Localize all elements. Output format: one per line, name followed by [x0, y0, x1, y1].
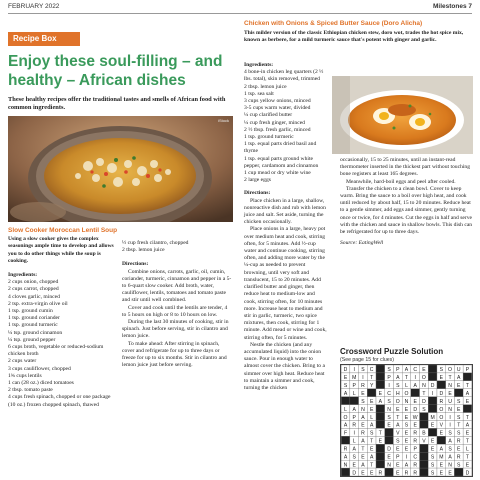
crossword-block	[420, 413, 429, 421]
crossword-letter: D	[430, 383, 435, 390]
ingredient-item: 1¾ cups lentils	[8, 372, 42, 379]
crossword-letter: E	[378, 438, 383, 445]
crossword-block	[350, 397, 359, 405]
crossword-block	[420, 468, 429, 476]
ingredient-item: 2 large eggs	[244, 177, 271, 184]
ingredient-item: 3-5 cups warm water, divided	[244, 105, 311, 112]
recipe-source: Source: EatingWell	[340, 240, 384, 247]
crossword-letter: P	[465, 367, 470, 374]
ingredient-item: 4 cloves garlic, minced	[8, 293, 60, 300]
crossword-letter: E	[465, 398, 470, 405]
crossword-letter: A	[465, 422, 470, 429]
chicken-stew-photo	[332, 76, 473, 154]
crossword-letter: S	[439, 367, 444, 374]
crossword-letter: T	[457, 422, 461, 429]
crossword-letter: D	[439, 390, 444, 397]
lentil-soup-photo	[8, 116, 233, 222]
soup-heading: Slow Cooker Moroccan Lentil Soup	[8, 227, 118, 234]
crossword-letter: V	[439, 422, 444, 429]
crossword-letter: T	[404, 375, 409, 382]
crossword-block	[428, 373, 437, 381]
crossword-letter: T	[448, 375, 452, 382]
crossword-block	[463, 373, 472, 381]
crossword-letter: N	[387, 406, 391, 413]
chicken-column-2	[340, 157, 473, 247]
crossword-letter: A	[352, 406, 356, 413]
crossword-letter: E	[387, 422, 391, 429]
ingredient-item: 2 cups water	[8, 358, 37, 365]
crossword-letter: E	[430, 438, 435, 445]
crossword-letter: E	[439, 375, 444, 382]
crossword-letter: S	[387, 367, 391, 374]
crossword-letter: A	[465, 390, 470, 397]
chicken-column-1	[244, 62, 328, 392]
crossword-block	[376, 413, 385, 421]
crossword-letter: I	[353, 430, 355, 437]
crossword-block	[420, 421, 429, 429]
crossword-letter: S	[457, 414, 461, 421]
crossword-letter: N	[448, 406, 452, 413]
crossword-block	[376, 452, 385, 460]
ingredient-item: 2 ½ tbsp. fresh garlic, minced	[244, 126, 311, 133]
crossword-letter: O	[439, 414, 444, 421]
crossword-letter: U	[456, 367, 461, 374]
crossword-letter: R	[456, 438, 461, 445]
crossword-letter: S	[404, 422, 409, 429]
crossword-block	[454, 468, 463, 476]
crossword-letter: D	[422, 398, 426, 405]
crossword-letter: R	[404, 470, 409, 477]
ingredient-item: ½ cup fresh cilantro, chopped	[122, 240, 189, 246]
crossword-letter: D	[352, 470, 357, 477]
ingredient-item: 4 bone-in chicken leg quarters (2 ½ lbs. total), skin removed, trimmed	[244, 69, 324, 83]
crossword-letter: S	[343, 383, 348, 390]
crossword-letter: T	[465, 454, 470, 461]
crossword-letter: A	[369, 454, 374, 461]
crossword-letter: A	[413, 383, 417, 390]
crossword-letter: A	[343, 390, 348, 397]
crossword-letter: C	[413, 454, 418, 461]
direction-paragraph: Place onions in a large, heavy pot over medium heat and cook, stirring often, for 5 minutes. Add ½-cup water and continue cooking, stirring often, and adding more water by the ¼-cup as needed to prevent browning, until very soft and translucent, 15 to 20 minutes. Add clarified butter and ginger, then reduce heat to medium-low and cook, stirring often, for 10 minutes more. Increase heat to medium and stir in garlic, turmeric, two spice mixtures, then cook, stirring for 1 minute. Add mead or wine and cook, stirring often, for 5 minutes.	[244, 226, 327, 341]
chicken-ingredients-label: Ingredients:	[244, 62, 274, 68]
ingredient-item: 1 tsp. equal parts ground white pepper, cardamom and cinnamon	[244, 155, 319, 169]
crossword-letter: S	[430, 470, 435, 477]
crossword-letter: E	[396, 446, 400, 453]
crossword-letter: E	[369, 406, 374, 413]
crossword-letter: E	[439, 430, 444, 437]
direction-paragraph: Meanwhile, hard-boil eggs and peel after cooled.	[346, 178, 456, 185]
crossword-letter: C	[413, 367, 418, 374]
crossword-letter: U	[448, 398, 452, 405]
crossword-letter: S	[457, 430, 461, 437]
crossword-letter: N	[422, 383, 426, 390]
crossword-letter: S	[448, 430, 452, 437]
crossword-letter: T	[370, 462, 374, 469]
crossword-letter: E	[404, 414, 409, 421]
crossword-letter: L	[370, 414, 374, 421]
ingredient-item: ¼ tsp. ground cinnamon	[8, 329, 63, 336]
crossword-letter: N	[404, 398, 409, 405]
soup-directions-label: Directions:	[122, 261, 149, 268]
crossword-letter: N	[361, 406, 365, 413]
ingredient-item: 1 tsp. equal parts dried basil and thyme	[244, 141, 317, 155]
crossword-block	[376, 421, 385, 429]
crossword-letter: A	[396, 375, 400, 382]
crossword-letter: E	[404, 406, 409, 413]
crossword-letter: D	[465, 470, 470, 477]
crossword-letter: T	[370, 375, 374, 382]
direction-paragraph: Combine onions, carrots, garlic, oil, cumin, coriander, turmeric, cinnamon and pepper in a 5- to 6-quart slow cooker. Add broth, water, cauliflower, lentils, tomatoes and tomato paste and stir until well combined.	[122, 268, 232, 304]
crossword-letter: P	[396, 454, 400, 461]
crossword-letter: E	[457, 406, 461, 413]
crossword-letter: E	[465, 462, 470, 469]
crossword-letter: E	[396, 470, 400, 477]
crossword-block	[376, 373, 385, 381]
ingredient-item: 1 tsp. sea salt	[244, 90, 274, 97]
crossword-block	[376, 405, 385, 413]
crossword-letter: E	[404, 446, 409, 453]
crossword-block	[376, 365, 385, 373]
crossword-block	[376, 381, 385, 389]
crossword-letter: I	[414, 375, 416, 382]
ingredient-item: 3 cups cauliflower, chopped	[8, 365, 71, 372]
article-title: Enjoy these soul-filling – and healthy – African dishes	[8, 53, 223, 89]
crossword-block	[437, 381, 446, 389]
crossword-letter: W	[412, 414, 418, 421]
crossword-letter: S	[430, 454, 435, 461]
ingredient-item: 4 cups fresh spinach, chopped or one package (10 oz.) frozen chopped spinach, thawed	[8, 394, 111, 408]
crossword-letter: S	[387, 398, 391, 405]
crossword-letter: L	[352, 390, 356, 397]
crossword-block	[341, 436, 350, 444]
crossword-letter: E	[352, 462, 356, 469]
crossword-letter: E	[422, 367, 426, 374]
crossword-letter: E	[387, 454, 391, 461]
crossword-letter: V	[422, 438, 426, 445]
crossword-letter: A	[343, 454, 348, 461]
crossword-letter: B	[422, 430, 426, 437]
crossword-letter: L	[344, 406, 347, 413]
crossword-letter: C	[369, 367, 374, 374]
crossword-letter: S	[387, 414, 391, 421]
crossword-letter: S	[396, 438, 400, 445]
ingredient-item: 1 tsp. ground turmeric	[8, 322, 58, 329]
ingredient-item: 3 cups yellow onions, minced	[244, 98, 311, 105]
crossword-letter: O	[343, 414, 348, 421]
ingredient-item: 1 can (28 oz.) diced tomatoes	[8, 380, 74, 387]
crossword-letter: T	[361, 446, 365, 453]
crossword-letter: E	[361, 422, 365, 429]
crossword-letter: E	[378, 390, 383, 397]
crossword-letter: A	[369, 422, 374, 429]
crossword-letter: T	[465, 383, 470, 390]
soup-ingredients-label: Ingredients:	[8, 272, 38, 279]
chicken-directions-label: Directions:	[244, 190, 271, 197]
crossword-letter: R	[361, 430, 365, 437]
crossword-letter: F	[343, 430, 348, 437]
crossword-letter: I	[353, 367, 355, 374]
crossword-grid	[340, 364, 473, 477]
crossword-letter: P	[396, 367, 400, 374]
crossword-letter: R	[413, 462, 418, 469]
crossword-letter: E	[457, 446, 461, 453]
crossword-letter: A	[361, 414, 365, 421]
crossword-letter: H	[395, 390, 400, 397]
crossword-letter: S	[361, 398, 365, 405]
direction-paragraph: Nestle the chicken (and any accumulated liquid) into the onion sauce. Pour in enough water to almost cover the chicken. Bring to a simmer over high heat. Reduce heat to maintain a simmer and cook, turning the chicken	[244, 341, 325, 391]
crossword-letter: I	[362, 375, 364, 382]
ingredient-item: 1 tsp. ground turmeric	[244, 134, 294, 141]
ingredient-item: 2 tbsp. lemon juice	[122, 247, 165, 254]
crossword-letter: T	[422, 390, 426, 397]
crossword-letter: T	[465, 438, 470, 445]
chicken-heading: Chicken with Onions & Spiced Butter Sauce (Doro Alicha)	[244, 20, 423, 27]
crossword-letter: V	[396, 430, 400, 437]
direction-paragraph: During the last 30 minutes of cooking, stir in spinach. Just before serving, stir in cilantro and lemon juice.	[122, 319, 229, 340]
crossword-block	[420, 452, 429, 460]
crossword-letter: N	[343, 462, 348, 469]
crossword-letter: O	[448, 367, 453, 374]
page-header	[0, 0, 480, 16]
crossword-letter: P	[413, 446, 417, 453]
crossword-letter: P	[352, 414, 356, 421]
crossword-letter: R	[413, 430, 418, 437]
crossword-letter: I	[431, 390, 434, 397]
crossword-letter: E	[361, 390, 365, 397]
direction-paragraph: Place chicken in a large, shallow, nonreactive dish and rub with lemon juice and salt. Set aside, turning the chicken occasionally.	[244, 197, 326, 226]
crossword-letter: E	[369, 398, 374, 405]
crossword-letter: E	[439, 470, 444, 477]
crossword-letter: D	[413, 406, 418, 413]
crossword-block	[420, 460, 429, 468]
article-intro: These healthy recipes offer the traditional tastes and smells of African food with common ingredients.	[8, 96, 226, 111]
crossword-letter: S	[430, 462, 435, 469]
chicken-header	[244, 20, 473, 45]
crossword-letter: A	[396, 422, 400, 429]
direction-paragraph: To make ahead: After stirring in spinach, cover and refrigerate for up to three days or freeze for up to six months. Stir in cilantro and lemon juice just before serving.	[122, 340, 227, 369]
crossword-block	[428, 397, 437, 405]
crossword-letter: A	[439, 446, 444, 453]
ingredient-item: 2 tbsp. tomato paste	[8, 387, 53, 394]
soup-column-2	[122, 240, 233, 369]
puzzle-title: Crossword Puzzle Solution	[340, 347, 444, 356]
crossword-letter: E	[413, 398, 417, 405]
ingredient-item: 2 cups carrot, chopped	[8, 286, 59, 293]
crossword-block	[385, 436, 394, 444]
crossword-letter: E	[396, 462, 400, 469]
crossword-letter: P	[352, 383, 356, 390]
direction-paragraph: Cover and cook until the lentils are tender, 4 to 5 hours on high or 8 to 10 hours on low.	[122, 304, 228, 318]
crossword-block	[411, 389, 420, 397]
crossword-letter: R	[361, 383, 365, 390]
crossword-block	[385, 428, 394, 436]
crossword-letter: T	[396, 414, 400, 421]
crossword-letter: O	[395, 398, 400, 405]
crossword-letter: E	[343, 375, 348, 382]
ingredient-item: 6 cups broth, vegetable or reduced-sodium chicken broth	[8, 344, 104, 358]
crossword-block	[428, 405, 437, 413]
crossword-letter: S	[361, 367, 365, 374]
crossword-letter: E	[413, 422, 417, 429]
crossword-letter: E	[361, 454, 365, 461]
crossword-letter: N	[448, 462, 452, 469]
crossword-block	[428, 428, 437, 436]
crossword-block	[437, 436, 446, 444]
crossword-letter: A	[378, 398, 383, 405]
crossword-letter: S	[457, 398, 461, 405]
crossword-letter: A	[404, 367, 409, 374]
crossword-letter: D	[343, 367, 348, 374]
crossword-letter: M	[352, 375, 357, 382]
crossword-block	[463, 405, 472, 413]
crossword-letter: A	[404, 462, 409, 469]
soup-column-1	[8, 227, 118, 409]
crossword-letter: I	[449, 422, 451, 429]
crossword-letter: L	[466, 446, 469, 453]
crossword-block	[454, 389, 463, 397]
direction-paragraph: occasionally, 15 to 25 minutes, until an instant-read thermometer inserted in the thickest part without touching bone registers at least 165 degrees.	[340, 157, 471, 178]
crossword-letter: E	[457, 383, 461, 390]
crossword-letter: A	[361, 462, 365, 469]
crossword-letter: L	[352, 438, 356, 445]
crossword-block	[367, 389, 376, 397]
ingredient-item: 1 tsp. ground cumin	[8, 308, 53, 315]
crossword-letter: I	[449, 414, 451, 421]
crossword-block	[376, 444, 385, 452]
crossword-letter: N	[448, 383, 452, 390]
soup-lead: Using a slow cooker gives the complex seasonings ample time to develop and allows you to do other things while the soup is cooking.	[8, 236, 114, 264]
crossword-letter: E	[448, 390, 452, 397]
crossword-letter: C	[387, 390, 391, 397]
header-rule	[8, 13, 472, 14]
ingredient-item: 1 tsp. ground coriander	[8, 315, 60, 322]
issue-date: FEBRUARY 2022	[8, 3, 60, 10]
crossword-letter: E	[404, 430, 409, 437]
crossword-letter: R	[439, 398, 444, 405]
crossword-letter: O	[421, 375, 426, 382]
crossword-letter: O	[439, 406, 444, 413]
section-badge: Recipe Box	[8, 32, 80, 46]
crossword-letter: S	[457, 462, 461, 469]
crossword-letter: M	[439, 454, 444, 461]
crossword-block	[341, 397, 350, 405]
crossword-letter: E	[404, 438, 409, 445]
crossword-letter: O	[404, 390, 409, 397]
crossword-letter: R	[413, 438, 418, 445]
crossword-block	[341, 468, 350, 476]
crossword-letter: R	[352, 422, 357, 429]
photo-credit: iStock	[218, 118, 229, 123]
crossword-letter: S	[352, 454, 356, 461]
page-number: Milestones 7	[432, 3, 472, 10]
crossword-letter: T	[465, 414, 470, 421]
ingredient-item: 2 tsp. extra-virgin olive oil	[8, 300, 68, 307]
crossword-letter: I	[405, 454, 408, 461]
crossword-letter: E	[361, 470, 365, 477]
direction-paragraph: Transfer the chicken to a clean bowl. Cover to keep warm. Bring the sauce to a boil over high heat, and cook until reduced by about half, 15 to 20 minutes. Reduce heat to a gentle simmer, add eggs and simmer, gently turning once or twice, for 4 minutes. Cut the eggs in half and serve with the chicken and sauce in shallow bowls. This dish can be refrigerated for up to three days.	[340, 185, 473, 236]
ingredient-item: 2 cups onion, chopped	[8, 279, 59, 286]
crossword-letter: E	[396, 406, 400, 413]
chicken-lead: This milder version of the classic Ethiopian chicken stew, doro wot, trades the hot spice mix, known as berbere, for a mild turmeric sauce that's potent with ginger and garlic.	[244, 30, 464, 44]
crossword-letter: Y	[369, 383, 374, 390]
crossword-letter: E	[439, 462, 444, 469]
crossword-block	[385, 468, 394, 476]
crossword-letter: D	[387, 446, 391, 453]
ingredient-item: ¼ cup clarified butter	[244, 112, 293, 119]
crossword-letter: A	[352, 446, 356, 453]
crossword-letter: A	[457, 375, 461, 382]
crossword-letter: A	[361, 438, 365, 445]
crossword-letter: R	[343, 446, 348, 453]
puzzle-subtitle: (See page 15 for clues)	[340, 357, 394, 363]
crossword-letter: N	[387, 462, 391, 469]
crossword-block	[420, 444, 429, 452]
crossword-block	[376, 460, 385, 468]
crossword-letter: E	[448, 470, 452, 477]
ingredient-item: 2 tbsp. lemon juice	[244, 83, 287, 90]
crossword-letter: P	[387, 375, 391, 382]
crossword-letter: R	[413, 470, 418, 477]
crossword-letter: S	[448, 446, 452, 453]
crossword-letter: A	[448, 454, 452, 461]
crossword-letter: A	[343, 422, 348, 429]
crossword-letter: L	[405, 383, 408, 390]
crossword-letter: T	[378, 430, 382, 437]
crossword-letter: I	[388, 383, 390, 390]
crossword-letter: S	[369, 430, 374, 437]
crossword-letter: S	[422, 406, 426, 413]
crossword-letter: S	[396, 383, 400, 390]
crossword-letter: E	[369, 446, 374, 453]
ingredient-item: ¼ tsp. ground pepper	[8, 336, 56, 343]
crossword-letter: A	[448, 438, 452, 445]
crossword-letter: R	[456, 454, 461, 461]
ingredient-item: ¼ cup fresh ginger, minced	[244, 119, 305, 126]
crossword-letter: E	[430, 422, 435, 429]
ingredient-item: 1 cup mead or dry white wine	[244, 170, 311, 177]
crossword-letter: R	[378, 470, 383, 477]
crossword-letter: E	[369, 470, 374, 477]
crossword-letter: T	[370, 438, 374, 445]
crossword-letter: E	[430, 446, 435, 453]
crossword-letter: M	[430, 414, 435, 421]
crossword-block	[428, 365, 437, 373]
crossword-letter: E	[465, 430, 470, 437]
